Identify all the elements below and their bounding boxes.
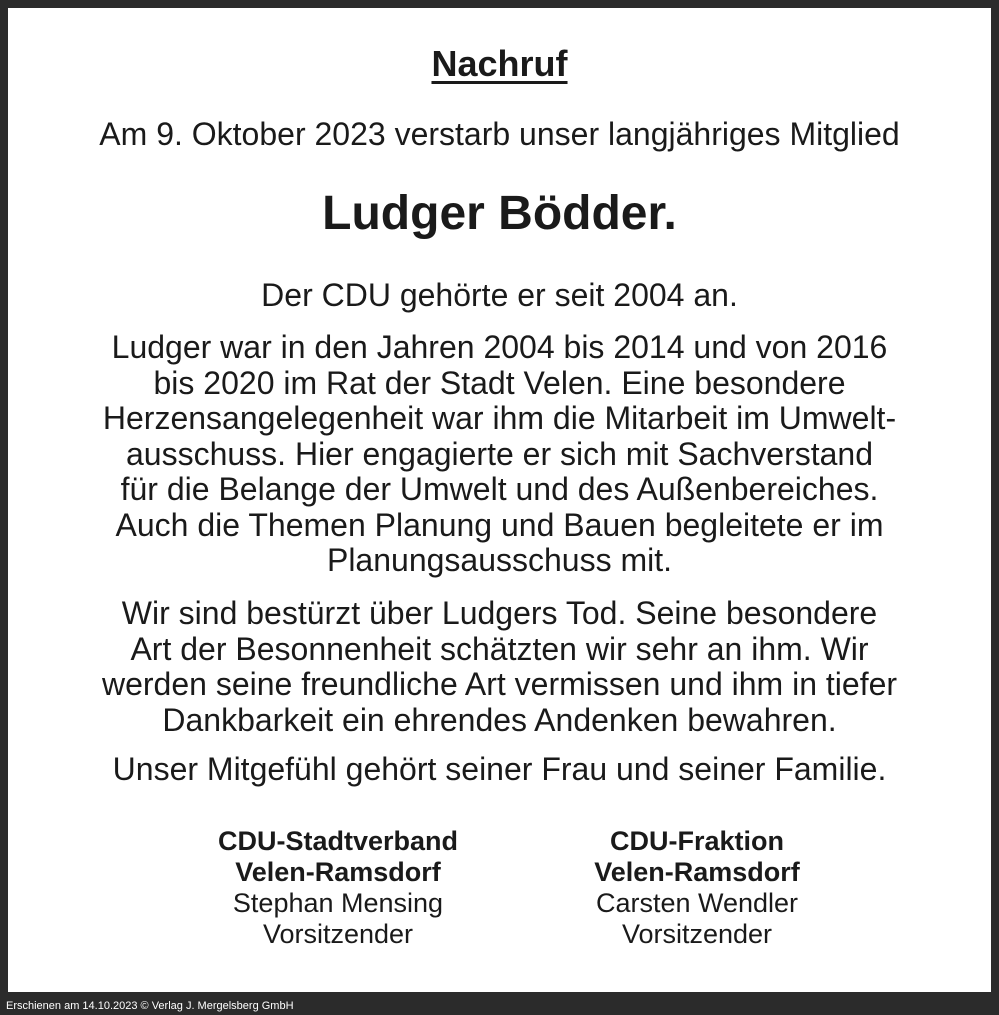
membership-paragraph: Der CDU gehörte er seit 2004 an. [261,277,738,313]
signer-stadtverband [138,826,538,950]
signer-org-line2: Velen-Ramsdorf [235,857,441,887]
sympathy-paragraph: Unser Mitgefühl gehört seiner Frau und seiner Familie. [112,751,887,787]
signer-org-line1: CDU-Fraktion [610,826,784,856]
condolence-paragraph: Wir sind bestürzt über Ludgers Tod. Seine besondere Art der Besonnenheit schätzten wir sehr an ihm. Wir werden seine freundliche Art vermissen und ihm in tiefer Dankbarkeit ein ehrendes Andenken bewahren. [101,595,898,738]
signer-org-line1: CDU-Stadtverband [217,826,459,856]
notice-title: Nachruf [431,43,568,84]
obituary-notice [8,8,991,992]
signer-person: Stephan Mensing [232,888,444,918]
deceased-name: Ludger Bödder. [322,187,677,240]
council-paragraph: Ludger war in den Jahren 2004 bis 2014 und von 2016 bis 2020 im Rat der Stadt Velen. Eine besondere Herzensangelegenheit war ihm die Mitarbeit im Umwelt- ausschuss. Hier engagierte er sich mit Sachverstand für die Belange der Umwelt und des Außenbereiches. Auch die Themen Planung und Bauen begleitete er im Planungsausschuss mit. [102,329,897,578]
signer-fraktion [497,826,897,950]
signer-role: Vorsitzender [262,919,414,949]
signer-person: Carsten Wendler [595,888,799,918]
signer-role: Vorsitzender [621,919,773,949]
publication-footer: Erschienen am 14.10.2023 © Verlag J. Mergelsberg GmbH [6,1000,294,1012]
signer-org-line2: Velen-Ramsdorf [594,857,800,887]
intro-line: Am 9. Oktober 2023 verstarb unser langjähriges Mitglied [99,116,900,152]
